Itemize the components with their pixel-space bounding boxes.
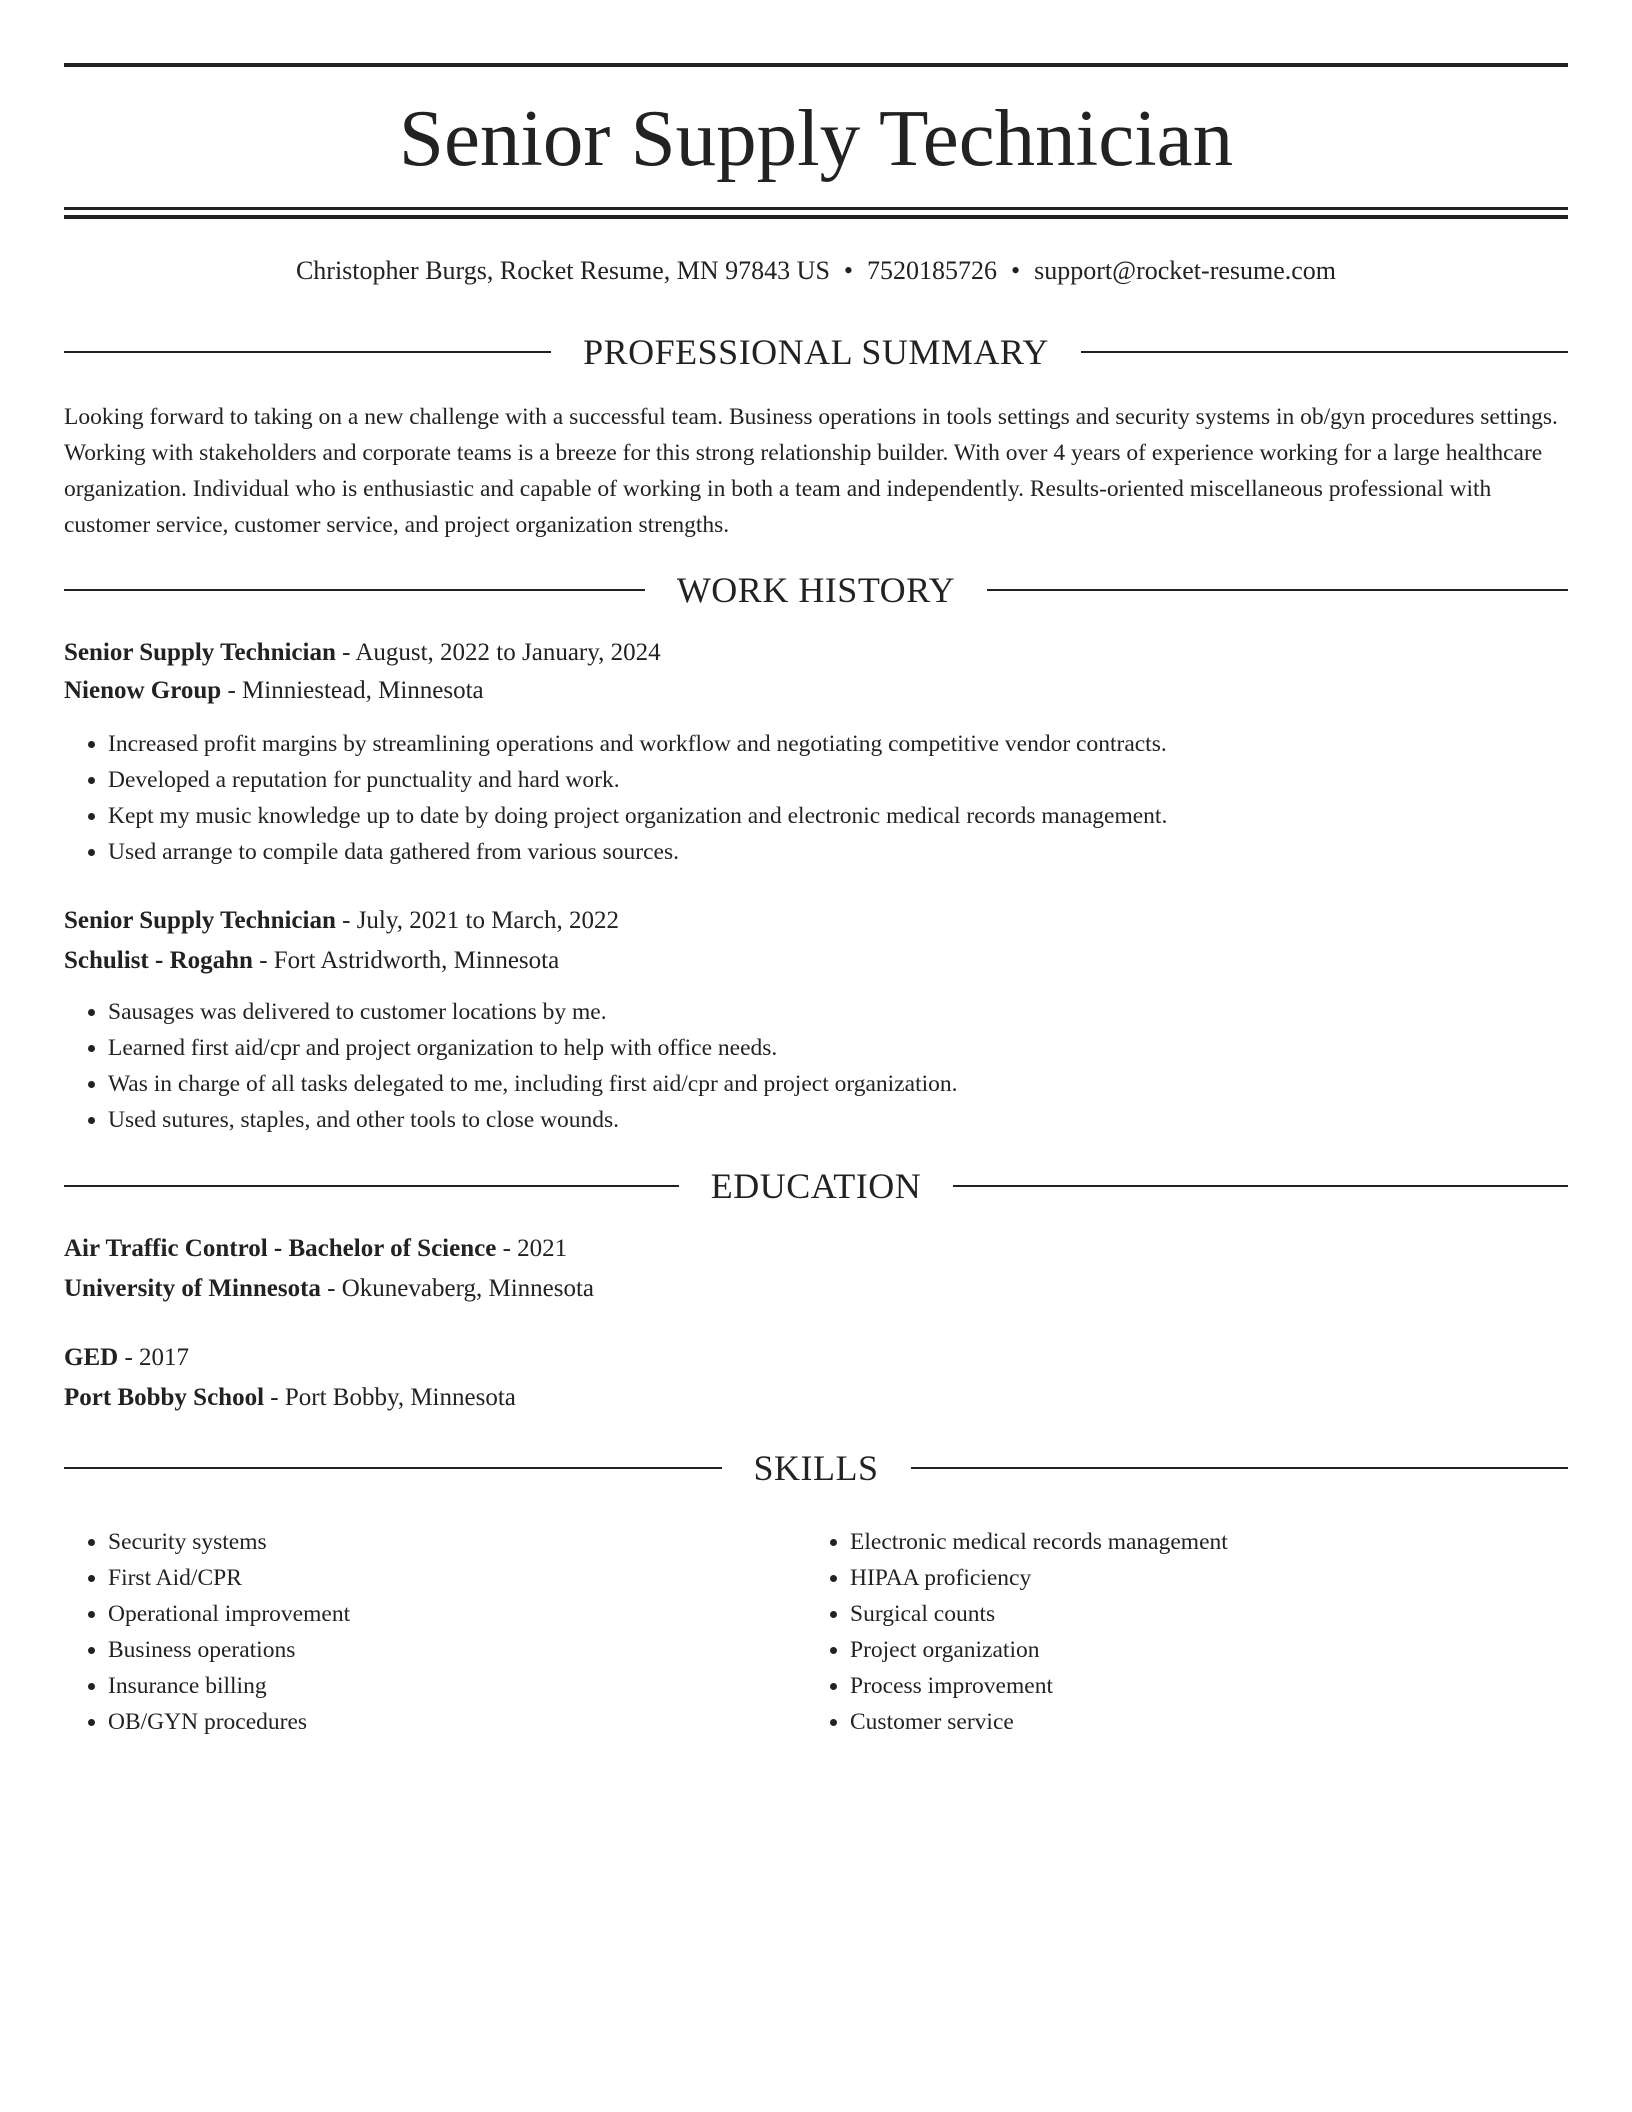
education-school: Port Bobby School (64, 1384, 265, 1411)
heading-rule (64, 1467, 722, 1469)
section-label: EDUCATION (710, 1166, 922, 1206)
skill-item: • Surgical counts (850, 1596, 1530, 1632)
heading-rule (987, 589, 1568, 591)
title-rule-upper (64, 207, 1568, 210)
list-item: • Learned first aid/cpr and project organization to help with office needs. (108, 1030, 1568, 1066)
education-location: - Okunevaberg, Minnesota (320, 1275, 595, 1302)
heading-rule (64, 589, 645, 591)
job-bullets (64, 994, 1568, 1138)
summary-text: Looking forward to taking on a new challenge with a successful team. Business operations in tools settings and security systems in ob/gyn procedures settings. Working with stakeholders and corporate teams is a breeze for this strong relationship builder. With over 4 years of experience working for a large healthcare organization. Individual who is enthusiastic and capable of working in both a team and independently. Results-oriented miscellaneous professional with customer service, customer service, and project organization strengths. (64, 404, 1558, 538)
contact-address: Christopher Burgs, Rocket Resume, MN 97843 US (295, 256, 830, 285)
section-label: WORK HISTORY (676, 570, 956, 610)
education-degree-line (64, 1340, 1568, 1376)
contact-separator: • (843, 256, 854, 285)
job-company-line (64, 673, 1568, 709)
title-rule-lower (64, 215, 1568, 219)
job-company: Nienow Group (64, 677, 222, 704)
job-bullets (64, 726, 1568, 870)
skill-item: • Customer service (850, 1704, 1530, 1740)
section-label: PROFESSIONAL SUMMARY (583, 332, 1049, 372)
education-location: - Port Bobby, Minnesota (264, 1384, 516, 1411)
list-item: • Used sutures, staples, and other tools to close wounds. (108, 1102, 1568, 1138)
skill-item: • OB/GYN procedures (108, 1704, 788, 1740)
skill-item: • Process improvement (850, 1668, 1530, 1704)
list-item: • Developed a reputation for punctuality and hard work. (108, 762, 1568, 798)
contact-separator: • (1011, 256, 1021, 285)
skills-list-right (806, 1524, 1530, 1740)
job-location: - Fort Astridworth, Minnesota (252, 947, 560, 974)
section-heading-work (64, 568, 1568, 612)
skills-list-left (64, 1524, 788, 1740)
heading-rule (64, 351, 551, 353)
skill-item: • Electronic medical records management (850, 1524, 1530, 1560)
list-item: • Was in charge of all tasks delegated to me, including first aid/cpr and project organization. (108, 1066, 1568, 1102)
job-title-line (64, 635, 1568, 671)
job-title: Senior Supply Technician (64, 639, 336, 666)
education-year: - 2017 (118, 1344, 190, 1371)
education-school-line (64, 1271, 1568, 1307)
job-title-line (64, 903, 1568, 939)
section-heading-skills (64, 1446, 1568, 1490)
heading-rule (911, 1467, 1569, 1469)
job-dates: - August, 2022 to January, 2024 (335, 639, 661, 666)
heading-rule (64, 1185, 679, 1187)
section-label: SKILLS (753, 1448, 879, 1488)
skill-item: • Business operations (108, 1632, 788, 1668)
education-degree: GED (64, 1344, 119, 1371)
contact-line (64, 253, 1568, 289)
skill-item: • First Aid/CPR (108, 1560, 788, 1596)
contact-phone: 7520185726 (867, 256, 998, 285)
heading-rule (953, 1185, 1568, 1187)
skill-item: • HIPAA proficiency (850, 1560, 1530, 1596)
resume-title: Senior Supply Technician (398, 93, 1234, 183)
list-item: • Increased profit margins by streamlining operations and workflow and negotiating competitive vendor contracts. (108, 726, 1568, 762)
top-rule (64, 63, 1568, 67)
job-company: Schulist - Rogahn (64, 947, 253, 974)
job-company-line (64, 943, 1568, 979)
list-item: • Used arrange to compile data gathered from various sources. (108, 834, 1568, 870)
job-title: Senior Supply Technician (64, 907, 336, 934)
skill-item: • Project organization (850, 1632, 1530, 1668)
job-dates: - July, 2021 to March, 2022 (335, 907, 619, 934)
skill-item: • Insurance billing (108, 1668, 788, 1704)
list-item: • Kept my music knowledge up to date by doing project organization and electronic medical records management. (108, 798, 1568, 834)
education-school-line (64, 1380, 1568, 1416)
contact-email: support@rocket-resume.com (1034, 256, 1337, 285)
list-item: • Sausages was delivered to customer locations by me. (108, 994, 1568, 1030)
education-school: University of Minnesota (64, 1275, 321, 1302)
skill-item: • Operational improvement (108, 1596, 788, 1632)
section-heading-education (64, 1164, 1568, 1208)
heading-rule (1081, 351, 1568, 353)
job-location: - Minniestead, Minnesota (221, 677, 484, 704)
skill-item: • Security systems (108, 1524, 788, 1560)
section-heading-summary (64, 330, 1568, 374)
education-degree: Air Traffic Control - Bachelor of Science (64, 1235, 497, 1262)
education-year: - 2021 (496, 1235, 568, 1262)
education-degree-line (64, 1231, 1568, 1267)
